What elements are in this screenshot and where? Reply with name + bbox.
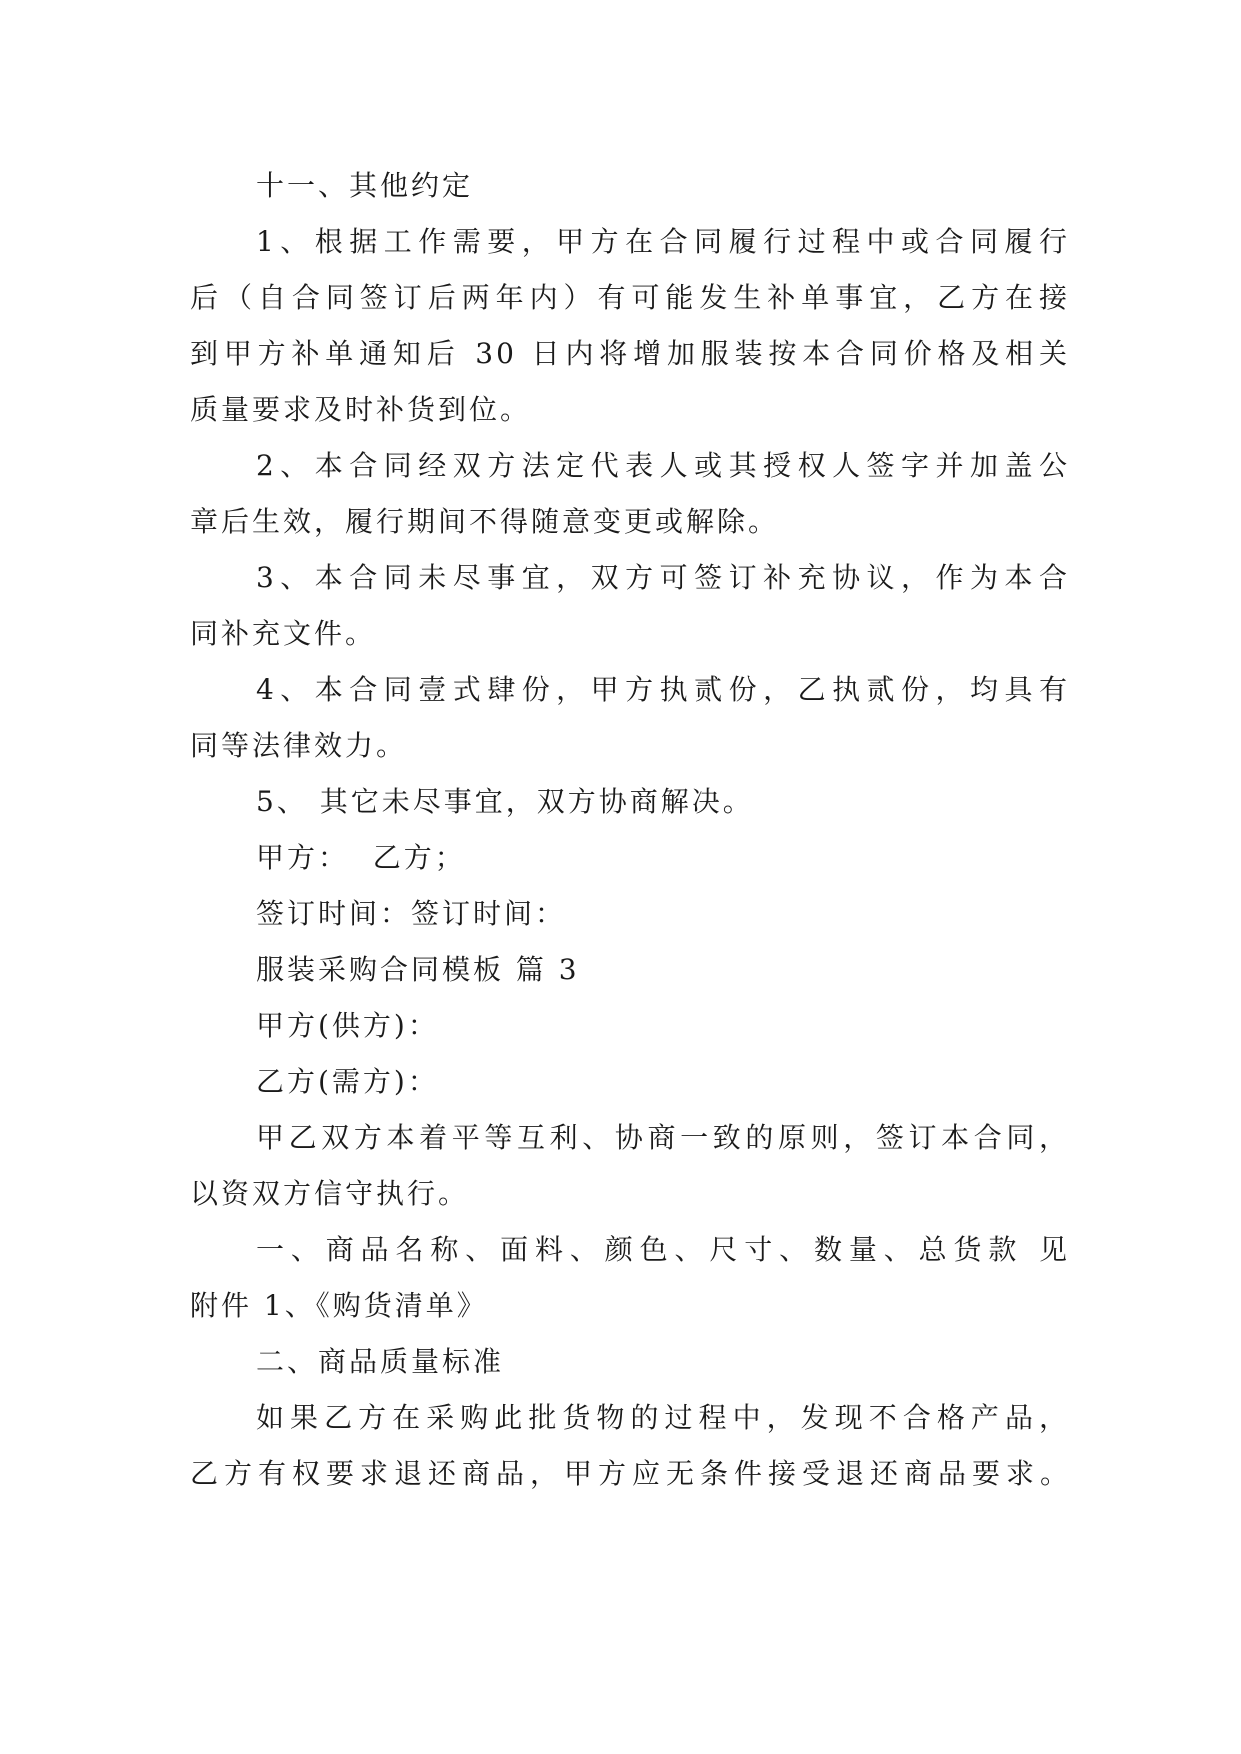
section-heading-quality: 二、商品质量标准 (256, 1345, 505, 1378)
paragraph-line: 3、本合同未尽事宜，双方可签订补充协议，作为本合 (256, 561, 1070, 594)
paragraph-line: 1、根据工作需要，甲方在合同履行过程中或合同履行 (256, 225, 1070, 258)
paragraph-line: 5、 其它未尽事宜，双方协商解决。 (256, 785, 754, 818)
section-heading-goods: 一、商品名称、面料、颜色、尺寸、数量、总货款 见 (256, 1233, 1070, 1266)
paragraph-line: 以资双方信守执行。 (190, 1177, 470, 1210)
party-b-buyer: 乙方(需方)： (256, 1065, 439, 1098)
signing-date-line: 签订时间：签订时间： (256, 897, 567, 930)
paragraph-line: 如果乙方在采购此批货物的过程中，发现不合格产品， (256, 1401, 1070, 1434)
paragraph-line: 质量要求及时补货到位。 (190, 393, 532, 426)
paragraph-line: 到甲方补单通知后 30 日内将增加服装按本合同价格及相关 (190, 337, 1070, 370)
party-a-supplier: 甲方(供方)： (256, 1009, 439, 1042)
paragraph-line: 同补充文件。 (190, 617, 377, 650)
paragraph-line: 章后生效，履行期间不得随意变更或解除。 (190, 505, 780, 538)
paragraph-line: 后（自合同签订后两年内）有可能发生补单事宜，乙方在接 (190, 281, 1070, 314)
template-title: 服装采购合同模板 篇 3 (256, 953, 580, 986)
party-signature-line: 甲方： 乙方； (256, 841, 466, 874)
paragraph-line: 乙方有权要求退还商品，甲方应无条件接受退还商品要求。 (190, 1457, 1070, 1490)
paragraph-line: 2、本合同经双方法定代表人或其授权人签字并加盖公 (256, 449, 1070, 482)
paragraph-line: 4、本合同壹式肆份，甲方执贰份，乙执贰份，均具有 (256, 673, 1070, 706)
paragraph-line: 同等法律效力。 (190, 729, 408, 762)
paragraph-line: 甲乙双方本着平等互利、协商一致的原则，签订本合同， (256, 1121, 1070, 1154)
paragraph-line: 附件 1、《购货清单》 (190, 1289, 488, 1322)
section-heading-other-terms: 十一、其他约定 (256, 169, 474, 202)
